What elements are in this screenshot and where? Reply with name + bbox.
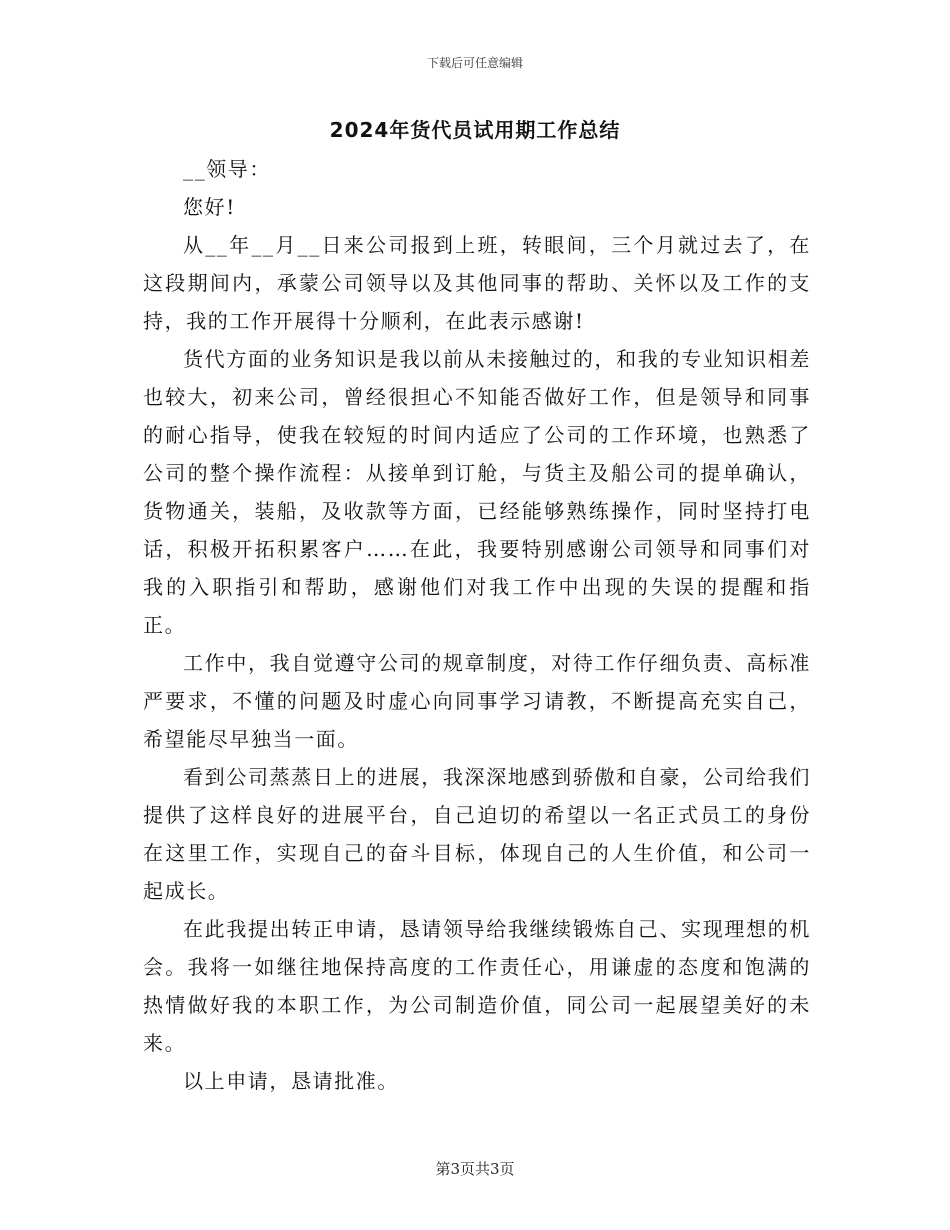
paragraph-aspiration: 看到公司蒸蒸日上的进展，我深深地感到骄傲和自豪，公司给我们提供了这样良好的进展平台，自己迫切的希望以一名正式员工的身份在这里工作，实现自己的奋斗目标，体现自己的人生价值，和公司一起成长。 <box>143 765 811 903</box>
paragraph-attitude: 工作中，我自觉遵守公司的规章制度，对待工作仔细负责、高标准严要求，不懂的问题及时虚心向同事学习请教，不断提高充实自己，希望能尽早独当一面。 <box>143 651 811 751</box>
document-body <box>143 150 811 1100</box>
document-title: 2024年货代员试用期工作总结 <box>329 118 621 142</box>
page-header-note: 下载后可任意编辑 <box>426 56 523 70</box>
page-number: 第3页共3页 <box>435 1160 515 1178</box>
paragraph-closing: 以上申请，恳请批准。 <box>183 1069 399 1093</box>
paragraph-request: 在此我提出转正申请，恳请领导给我继续锻炼自己、实现理想的机会。我将一如继往地保持高度的工作责任心，用谦虚的态度和饱满的热情做好我的本职工作，为公司制造价值，同公司一起展望美好的未来。 <box>143 917 811 1055</box>
greeting: 您好! <box>183 195 236 219</box>
paragraph-learning: 货代方面的业务知识是我以前从未接触过的，和我的专业知识相差也较大，初来公司，曾经很担心不知能否做好工作，但是领导和同事的耐心指导，使我在较短的时间内适应了公司的工作环境，也熟悉了公司的整个操作流程：从接单到订舱，与货主及船公司的提单确认，货物通关，装船，及收款等方面，已经能够熟练操作，同时坚持打电话，积极开拓积累客户……在此，我要特别感谢公司领导和同事们对我的入职指引和帮助，感谢他们对我工作中出现的失误的提醒和指正。 <box>143 347 811 637</box>
paragraph-intro: 从__年__月__日来公司报到上班，转眼间，三个月就过去了，在这段期间内，承蒙公司领导以及其他同事的帮助、关怀以及工作的支持，我的工作开展得十分顺利，在此表示感谢! <box>143 233 811 333</box>
greeting-recipient: __领导： <box>183 157 271 181</box>
